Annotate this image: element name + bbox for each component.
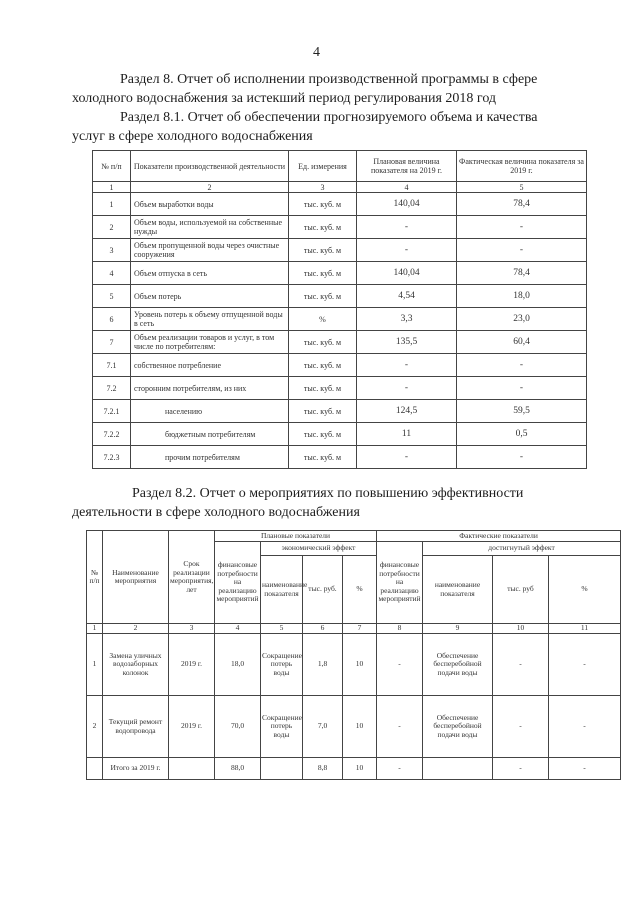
total-blank bbox=[261, 758, 303, 780]
table-total-row bbox=[87, 758, 621, 780]
row-num: 2 bbox=[93, 216, 131, 239]
row-pct: 10 bbox=[343, 634, 377, 696]
header-fact-fin: финансовые потребности на реализацию мероприятий bbox=[377, 542, 423, 624]
index-cell: 5 bbox=[457, 182, 587, 193]
header-plan-effect-name: наименование показателя bbox=[261, 556, 303, 624]
row-unit: тыс. куб. м bbox=[289, 423, 357, 446]
row-name: бюджетным потребителям bbox=[131, 423, 289, 446]
table-header-row bbox=[93, 151, 587, 182]
section81-title-line2: услуг в сфере холодного водоснабжения bbox=[72, 129, 313, 144]
section81-title-line1: Раздел 8.1. Отчет об обеспечении прогнозируемого объема и качества bbox=[120, 110, 538, 125]
table-row bbox=[93, 354, 587, 377]
row-fact: 78,4 bbox=[457, 193, 587, 216]
table-row bbox=[93, 446, 587, 469]
table-row bbox=[93, 400, 587, 423]
table-row bbox=[93, 308, 587, 331]
header-unit: Ед. измерения bbox=[289, 151, 357, 182]
index-cell: 2 bbox=[103, 624, 169, 634]
header-fact-pct: % bbox=[549, 556, 621, 624]
row-name: Замена уличных водозаборных колонок bbox=[103, 634, 169, 696]
index-cell: 4 bbox=[357, 182, 457, 193]
table-row bbox=[93, 331, 587, 354]
row-fact-effect: Обеспечение бесперебойной подачи воды bbox=[423, 696, 493, 758]
index-cell: 8 bbox=[377, 624, 423, 634]
index-cell: 9 bbox=[423, 624, 493, 634]
header-term: Срок реализации мероприятия, лет bbox=[169, 531, 215, 624]
row-num: 2 bbox=[87, 696, 103, 758]
total-blank bbox=[169, 758, 215, 780]
section8-title-line2: холодного водоснабжения за истекший период регулирования 2018 год bbox=[72, 91, 497, 106]
row-fact: - bbox=[457, 354, 587, 377]
total-label: Итого за 2019 г. bbox=[103, 758, 169, 780]
row-fact: 78,4 bbox=[457, 262, 587, 285]
header-plan-rub: тыс. руб. bbox=[303, 556, 343, 624]
row-plan: - bbox=[357, 446, 457, 469]
row-fact: - bbox=[457, 216, 587, 239]
row-plan: 11 bbox=[357, 423, 457, 446]
index-cell: 11 bbox=[549, 624, 621, 634]
row-num: 7.2.2 bbox=[93, 423, 131, 446]
row-unit: тыс. куб. м bbox=[289, 216, 357, 239]
row-plan: 140,04 bbox=[357, 193, 457, 216]
row-fact: 18,0 bbox=[457, 285, 587, 308]
row-num: 3 bbox=[93, 239, 131, 262]
total-blank bbox=[87, 758, 103, 780]
row-num: 7.2.1 bbox=[93, 400, 131, 423]
table-row bbox=[93, 377, 587, 400]
table-row bbox=[93, 193, 587, 216]
total-fact-pct: - bbox=[549, 758, 621, 780]
row-unit: тыс. куб. м bbox=[289, 377, 357, 400]
row-name: собственное потребление bbox=[131, 354, 289, 377]
table-row bbox=[87, 634, 621, 696]
row-num: 7.1 bbox=[93, 354, 131, 377]
header-name: Наименование мероприятия bbox=[103, 531, 169, 624]
row-fact: - bbox=[457, 446, 587, 469]
row-num: 7.2 bbox=[93, 377, 131, 400]
efficiency-measures-table bbox=[86, 530, 621, 780]
row-rub: 7,0 bbox=[303, 696, 343, 758]
row-unit: тыс. куб. м bbox=[289, 285, 357, 308]
row-plan: 4,54 bbox=[357, 285, 457, 308]
row-fact-rub: - bbox=[493, 634, 549, 696]
section82-title-line2: деятельности в сфере холодного водоснабжения bbox=[72, 505, 360, 520]
table-row bbox=[93, 262, 587, 285]
table-row bbox=[87, 696, 621, 758]
row-name: Объем воды, используемой на собственные нужды bbox=[131, 216, 289, 239]
header-plan-effect: экономический эффект bbox=[261, 542, 377, 556]
index-cell: 6 bbox=[303, 624, 343, 634]
table-row bbox=[93, 423, 587, 446]
header-plan: Плановая величина показателя на 2019 г. bbox=[357, 151, 457, 182]
row-unit: % bbox=[289, 308, 357, 331]
index-cell: 3 bbox=[289, 182, 357, 193]
index-cell: 7 bbox=[343, 624, 377, 634]
row-fact-fin: - bbox=[377, 634, 423, 696]
row-name: сторонним потребителям, из них bbox=[131, 377, 289, 400]
row-plan: - bbox=[357, 239, 457, 262]
index-cell: 10 bbox=[493, 624, 549, 634]
row-unit: тыс. куб. м bbox=[289, 354, 357, 377]
row-unit: тыс. куб. м bbox=[289, 400, 357, 423]
row-unit: тыс. куб. м bbox=[289, 446, 357, 469]
header-fact-effect-name: наименование показателя bbox=[423, 556, 493, 624]
header-plan-fin: финансовые потребности на реализацию мероприятий bbox=[215, 542, 261, 624]
row-name: населению bbox=[131, 400, 289, 423]
row-unit: тыс. куб. м bbox=[289, 331, 357, 354]
row-plan: - bbox=[357, 216, 457, 239]
row-name: прочим потребителям bbox=[131, 446, 289, 469]
total-blank bbox=[423, 758, 493, 780]
row-fact: 0,5 bbox=[457, 423, 587, 446]
row-num: 7 bbox=[93, 331, 131, 354]
header-num: № п/п bbox=[93, 151, 131, 182]
row-pct: 10 bbox=[343, 696, 377, 758]
table-row bbox=[93, 285, 587, 308]
row-effect: Сокращение потерь воды bbox=[261, 696, 303, 758]
total-pct: 10 bbox=[343, 758, 377, 780]
row-fact: 60,4 bbox=[457, 331, 587, 354]
header-fact: Фактическая величина показателя за 2019 г. bbox=[457, 151, 587, 182]
row-name: Объем потерь bbox=[131, 285, 289, 308]
row-plan: 3,3 bbox=[357, 308, 457, 331]
index-cell: 1 bbox=[93, 182, 131, 193]
row-plan: 135,5 bbox=[357, 331, 457, 354]
header-fact-group: Фактические показатели bbox=[377, 531, 621, 542]
row-term: 2019 г. bbox=[169, 696, 215, 758]
row-name: Объем пропущенной воды через очистные сооружения bbox=[131, 239, 289, 262]
table-row bbox=[93, 239, 587, 262]
row-fact-pct: - bbox=[549, 634, 621, 696]
row-fact: - bbox=[457, 377, 587, 400]
header-fact-rub: тыс. руб bbox=[493, 556, 549, 624]
row-fact-effect: Обеспечение бесперебойной подачи воды bbox=[423, 634, 493, 696]
table-row bbox=[93, 216, 587, 239]
row-fact-rub: - bbox=[493, 696, 549, 758]
production-volume-table bbox=[92, 150, 587, 469]
header-indicator: Показатели производственной деятельности bbox=[131, 151, 289, 182]
section8-title-line1: Раздел 8. Отчет об исполнении производственной программы в сфере bbox=[120, 72, 538, 87]
table-index-row bbox=[87, 624, 621, 634]
total-rub: 8,8 bbox=[303, 758, 343, 780]
row-name: Объем выработки воды bbox=[131, 193, 289, 216]
index-cell: 4 bbox=[215, 624, 261, 634]
row-fin: 70,0 bbox=[215, 696, 261, 758]
row-plan: - bbox=[357, 377, 457, 400]
row-num: 4 bbox=[93, 262, 131, 285]
table-index-row bbox=[93, 182, 587, 193]
header-plan-group: Плановые показатели bbox=[215, 531, 377, 542]
total-fact-rub: - bbox=[493, 758, 549, 780]
row-fact: 23,0 bbox=[457, 308, 587, 331]
row-unit: тыс. куб. м bbox=[289, 239, 357, 262]
row-name: Текущий ремонт водопровода bbox=[103, 696, 169, 758]
header-num: № п/п bbox=[87, 531, 103, 624]
page-number: 4 bbox=[313, 45, 320, 60]
row-term: 2019 г. bbox=[169, 634, 215, 696]
header-fact-effect: достигнутый эффект bbox=[423, 542, 621, 556]
row-unit: тыс. куб. м bbox=[289, 262, 357, 285]
row-fact: 59,5 bbox=[457, 400, 587, 423]
row-fact-fin: - bbox=[377, 696, 423, 758]
total-fin: 88,0 bbox=[215, 758, 261, 780]
index-cell: 5 bbox=[261, 624, 303, 634]
row-num: 1 bbox=[93, 193, 131, 216]
header-plan-pct: % bbox=[343, 556, 377, 624]
row-rub: 1,8 bbox=[303, 634, 343, 696]
row-unit: тыс. куб. м bbox=[289, 193, 357, 216]
row-num: 1 bbox=[87, 634, 103, 696]
row-name: Объем отпуска в сеть bbox=[131, 262, 289, 285]
row-name: Объем реализации товаров и услуг, в том числе по потребителям: bbox=[131, 331, 289, 354]
index-cell: 2 bbox=[131, 182, 289, 193]
row-num: 5 bbox=[93, 285, 131, 308]
index-cell: 1 bbox=[87, 624, 103, 634]
row-num: 6 bbox=[93, 308, 131, 331]
section82-title-line1: Раздел 8.2. Отчет о мероприятиях по повышению эффективности bbox=[132, 486, 524, 501]
row-fin: 18,0 bbox=[215, 634, 261, 696]
total-fact-fin: - bbox=[377, 758, 423, 780]
row-effect: Сокращение потерь воды bbox=[261, 634, 303, 696]
row-name: Уровень потерь к объему отпущенной воды в сеть bbox=[131, 308, 289, 331]
row-plan: 124,5 bbox=[357, 400, 457, 423]
row-plan: - bbox=[357, 354, 457, 377]
row-plan: 140,04 bbox=[357, 262, 457, 285]
row-fact-pct: - bbox=[549, 696, 621, 758]
row-fact: - bbox=[457, 239, 587, 262]
index-cell: 3 bbox=[169, 624, 215, 634]
row-num: 7.2.3 bbox=[93, 446, 131, 469]
